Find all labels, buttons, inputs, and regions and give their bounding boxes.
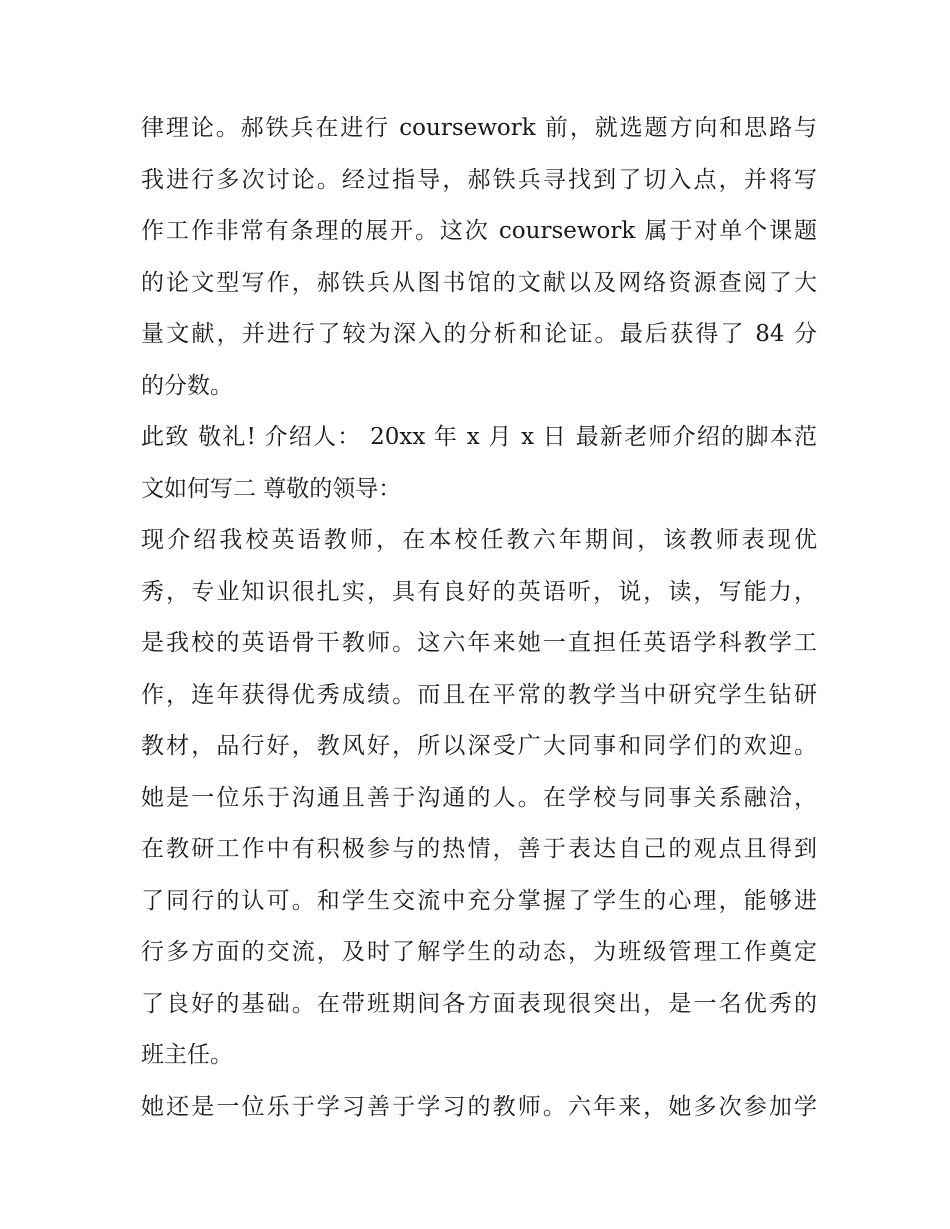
text-line: 了同行的认可。和学生交流中充分掌握了学生的心理，能够进 [141, 887, 817, 914]
text-line: 作工作非常有条理的展开。这次 coursework 属于对单个课题 [141, 218, 817, 244]
text-line: 秀，专业知识很扎实，具有良好的英语听，说，读，写能力， [141, 578, 817, 605]
text-line: 的论文型写作，郝铁兵从图书馆的文献以及网络资源查阅了大 [141, 269, 817, 296]
text-line: 是我校的英语骨干教师。这六年来她一直担任英语学科教学工 [141, 630, 817, 656]
text-line: 量文献，并进行了较为深入的分析和论证。最后获得了 84 分 [141, 321, 817, 347]
text-line: 我进行多次讨论。经过指导，郝铁兵寻找到了切入点，并将写 [141, 166, 817, 193]
text-line: 文如何写二 尊敬的领导： [141, 475, 402, 502]
text-line: 了良好的基础。在带班期间各方面表现很突出，是一名优秀的 [141, 990, 817, 1017]
text-line: 班主任。 [141, 1042, 233, 1068]
text-line: 教材，品行好，教风好，所以深受广大同事和同学们的欢迎。 [141, 733, 817, 759]
text-line: 在教研工作中有积极参与的热情，善于表达自己的观点且得到 [141, 836, 817, 862]
text-line: 她是一位乐于沟通且善于沟通的人。在学校与同事关系融洽， [141, 784, 817, 811]
text-line: 律理论。郝铁兵在进行 coursework 前，就选题方向和思路与 [141, 115, 817, 141]
text-line: 她还是一位乐于学习善于学习的教师。六年来，她多次参加学 [141, 1093, 817, 1120]
text-line: 现介绍我校英语教师，在本校任教六年期间，该教师表现优 [141, 527, 817, 553]
text-line: 行多方面的交流，及时了解学生的动态，为班级管理工作奠定 [141, 939, 817, 965]
text-line: 作，连年获得优秀成绩。而且在平常的教学当中研究学生钻研 [141, 681, 817, 708]
document-body [141, 103, 817, 1133]
text-line: 的分数。 [141, 372, 233, 399]
text-line: 此致 敬礼! 介绍人： 20xx 年 x 月 x 日 最新老师介绍的脚本范 [141, 424, 817, 450]
